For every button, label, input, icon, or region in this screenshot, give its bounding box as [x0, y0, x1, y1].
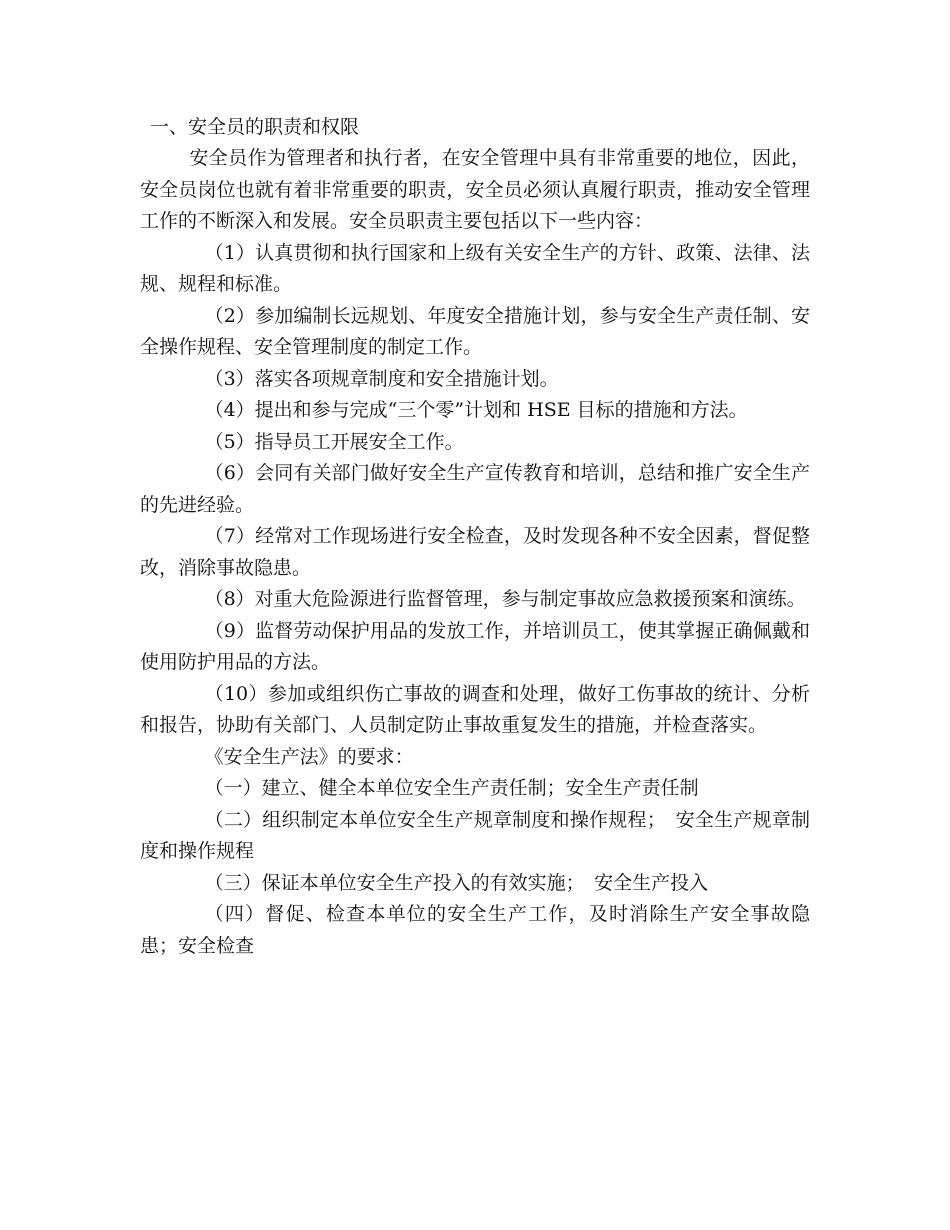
document-body: [140, 112, 810, 962]
law-item: （二）组织制定本单位安全生产规章制度和操作规程； 安全生产规章制度和操作规程: [140, 808, 810, 862]
law-item: （三）保证本单位安全生产投入的有效实施； 安全生产投入: [204, 871, 709, 894]
law-item: （一）建立、健全本单位安全生产责任制；安全生产责任制: [204, 777, 699, 799]
duty-item: （5）指导员工开展安全工作。: [204, 430, 464, 453]
duty-item: （6）会同有关部门做好安全生产宣传教育和培训，总结和推广安全生产的先进经验。: [140, 462, 810, 516]
intro-paragraph: 安全员作为管理者和执行者，在安全管理中具有非常重要的地位，因此，安全员岗位也就有着非常重要的职责，安全员必须认真履行职责，推动安全管理工作的不断深入和发展。安全员职责主要包括以下一些内容：: [140, 147, 810, 232]
duty-item: （10）参加或组织伤亡事故的调查和处理，做好工伤事故的统计、分析和报告，协助有关部门、人员制定防止事故重复发生的措施，并检查落实。: [140, 682, 810, 736]
duty-item: （2）参加编制长远规划、年度安全措施计划，参与安全生产责任制、安全操作规程、安全管理制度的制定工作。: [140, 304, 810, 358]
duty-item: （4）提出和参与完成“三个零”计划和 HSE 目标的措施和方法。: [204, 399, 748, 421]
law-item: （四）督促、检查本单位的安全生产工作，及时消除生产安全事故隐患；安全检查: [140, 903, 810, 957]
duty-item: （7）经常对工作现场进行安全检查，及时发现各种不安全因素，督促整改，消除事故隐患。: [140, 525, 810, 579]
duty-item: （8）对重大危险源进行监督管理，参与制定事故应急救援预案和演练。: [204, 588, 806, 610]
duty-item: （9）监督劳动保护用品的发放工作，并培训员工，使其掌握正确佩戴和使用防护用品的方法。: [140, 619, 810, 673]
duty-item: （3）落实各项规章制度和安全措施计划。: [204, 367, 559, 390]
section-heading: 一、安全员的职责和权限: [150, 116, 360, 138]
law-intro: 《安全生产法》的要求：: [204, 745, 414, 768]
duty-item: （1）认真贯彻和执行国家和上级有关安全生产的方针、政策、法律、法规、规程和标准。: [140, 241, 810, 295]
